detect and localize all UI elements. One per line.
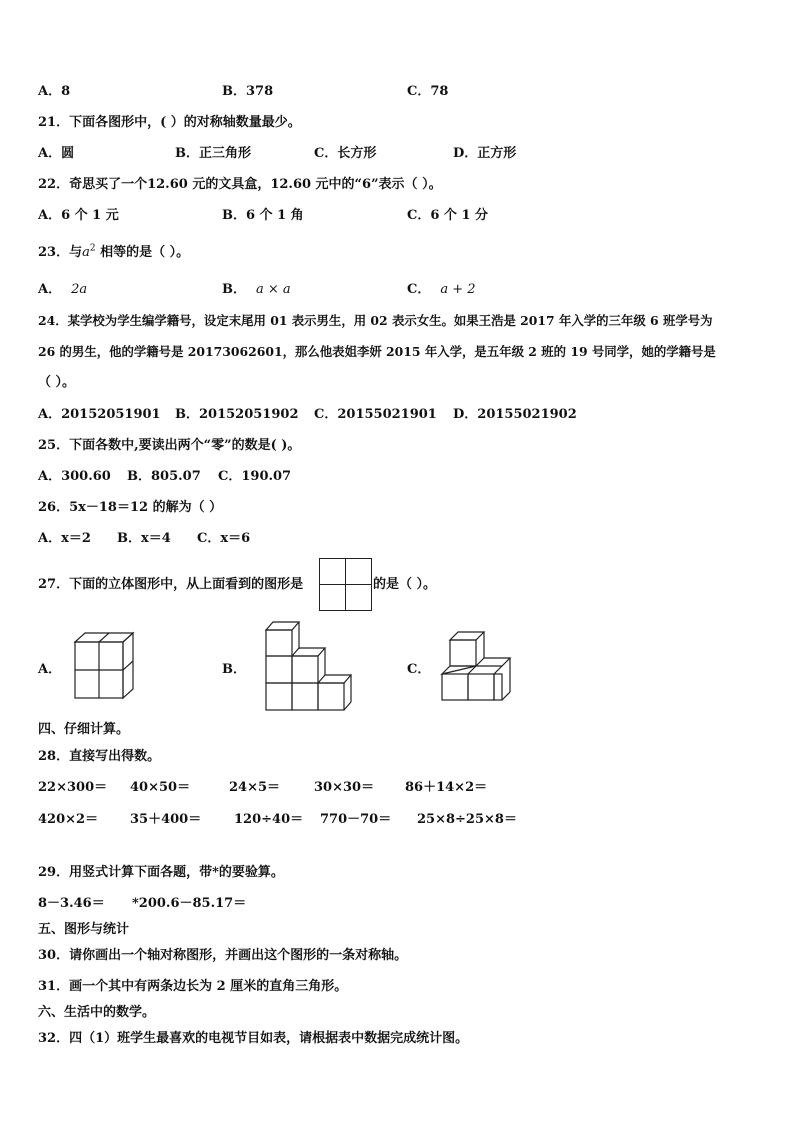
q27-figure-b-stairs-icon xyxy=(262,620,357,715)
q28-item: 22×300＝ xyxy=(38,780,108,795)
q24-stem-line2: 26 的男生，他的学籍号是 20173062601，那么他表姐李妍 2015 年入学，是五年级 2 班的 19 号同学，她的学籍号是 xyxy=(38,344,716,359)
q27-label-b: B． xyxy=(222,662,246,677)
section-4-heading: 四、仔细计算。 xyxy=(38,722,130,737)
q32-stem: 32．四（1）班学生最喜欢的电视节目如表，请根据表中数据完成统计图。 xyxy=(38,1031,469,1046)
q25-option-c: C．190.07 xyxy=(218,469,292,484)
q21-option-a: A．圆 xyxy=(38,146,75,161)
q27-label-c: C． xyxy=(407,662,431,677)
q27-stem-prefix: 27．下面的立体图形中，从上面看到的图形是 xyxy=(38,577,304,592)
q25-stem: 25．下面各数中,要读出两个“零”的数是( )。 xyxy=(38,438,301,453)
q23-option-b: B． a × a xyxy=(222,282,291,297)
q24-option-a: A．20152051901 xyxy=(38,407,161,422)
q27-figure-c-blocks-icon xyxy=(438,628,520,708)
q27-label-a: A． xyxy=(38,662,62,677)
q20-option-a: A．8 xyxy=(38,84,71,99)
q26-option-b: B．x＝4 xyxy=(117,531,171,546)
q24-option-b: B．20152051902 xyxy=(175,407,299,422)
q28-item: 35＋400＝ xyxy=(130,812,202,827)
q24-stem-line1: 24．某学校为学生编学籍号，设定末尾用 01 表示男生，用 02 表示女生。如果王浩是 2017 年入学的三年级 6 班学号为 xyxy=(38,313,713,328)
q28-item: 30×30＝ xyxy=(314,780,375,795)
q31-stem: 31．画一个其中有两条边长为 2 厘米的直角三角形。 xyxy=(38,979,348,994)
q25-option-b: B．805.07 xyxy=(127,469,201,484)
q27-stem-suffix: 的是（ ）。 xyxy=(373,577,437,592)
q28-item: 25×8÷25×8＝ xyxy=(417,812,517,827)
q22-stem: 22．奇思买了一个12.60 元的文具盒，12.60 元中的“6”表示（ ）。 xyxy=(38,177,442,192)
q26-option-c: C．x＝6 xyxy=(197,531,251,546)
q28-item: 770－70＝ xyxy=(320,812,392,827)
section-6-heading: 六、生活中的数学。 xyxy=(38,1005,156,1020)
q29-item: *200.6－85.17＝ xyxy=(132,896,247,911)
q21-option-c: C．长方形 xyxy=(314,146,377,161)
q28-item: 120÷40＝ xyxy=(234,812,304,827)
q21-option-d: D．正方形 xyxy=(453,146,517,161)
q24-option-d: D．20155021902 xyxy=(453,407,577,422)
q22-option-b: B．6 个 1 角 xyxy=(222,208,304,223)
q24-option-c: C．20155021901 xyxy=(314,407,437,422)
q29-item: 8－3.46＝ xyxy=(38,896,105,911)
q28-item: 24×5＝ xyxy=(229,780,281,795)
q28-item: 86＋14×2＝ xyxy=(405,780,488,795)
q22-option-a: A．6 个 1 元 xyxy=(38,208,119,223)
q28-stem: 28．直接写出得数。 xyxy=(38,749,161,764)
q29-stem: 29．用竖式计算下面各题，带*的要验算。 xyxy=(38,865,284,880)
section-5-heading: 五、图形与统计 xyxy=(38,922,130,937)
q27-top-view-icon xyxy=(319,558,373,612)
q26-option-a: A．x＝2 xyxy=(38,531,91,546)
q23-option-a: A． 2a xyxy=(38,282,88,297)
q20-option-b: B．378 xyxy=(222,84,274,99)
q26-stem: 26．5x－18＝12 的解为（ ） xyxy=(38,500,223,515)
q30-stem: 30．请你画出一个轴对称图形，并画出这个图形的一条对称轴。 xyxy=(38,948,408,963)
q28-item: 40×50＝ xyxy=(130,780,191,795)
q24-stem-line3: （ ）。 xyxy=(38,375,76,390)
q23-stem: 23．与$a^2$ 相等的是（ ）。 xyxy=(38,243,190,260)
q23-option-c: C． a + 2 xyxy=(407,282,476,297)
q27-figure-a-cube-icon xyxy=(70,632,140,702)
q28-item: 420×2＝ xyxy=(38,812,99,827)
q21-stem: 21．下面各图形中，( ）的对称轴数量最少。 xyxy=(38,115,301,130)
q22-option-c: C．6 个 1 分 xyxy=(407,208,489,223)
q25-option-a: A．300.60 xyxy=(38,469,111,484)
q21-option-b: B．正三角形 xyxy=(175,146,251,161)
q20-option-c: C．78 xyxy=(407,84,449,99)
